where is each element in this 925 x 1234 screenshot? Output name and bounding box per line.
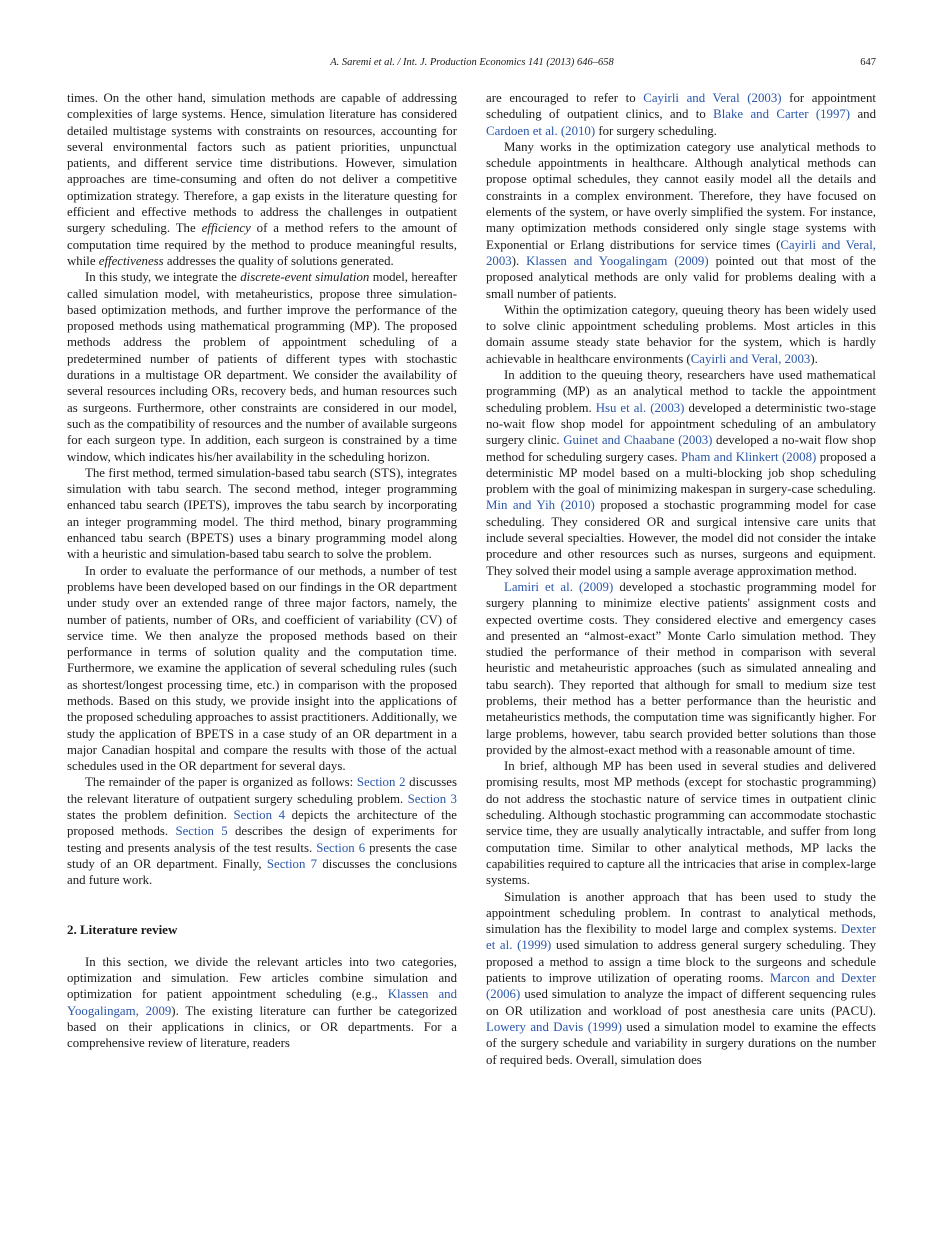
- citation-link[interactable]: Cayirli and Veral (2003): [643, 91, 782, 105]
- citation-link[interactable]: Pham and Klinkert (2008): [681, 449, 817, 464]
- paragraph: In this study, we integrate the discrete-event simulation model, hereafter called simulation model, with metaheuristics, propose three simulation-based optimization methods, and further improve the performance of the proposed methods using mathematical programming (MP). The proposed methods address the problem of appointment scheduling of a predetermined number of patients of different types with stochastic durations in a multistage OR department. We consider the availability of several resources including ORs, recovery beds, and human resources such as surgeons. Furthermore, other constraints are considered in our model, such as the compatibility of resources and the number of available surgeons for each surgeon type. In addition, each surgeon is constrained by a time window, which indicates his/her availability in the scheduling horizon.: [67, 270, 457, 464]
- section-3-link[interactable]: Section 3: [407, 791, 457, 806]
- header-citation: A. Saremi et al. / Int. J. Production Economics 141 (2013) 646–658: [330, 57, 614, 68]
- paragraph: In order to evaluate the performance of our methods, a number of test problems have been developed based on our findings in the OR department under study over an extended range of three major factors, namely, the number of patients, number of ORs, and coefficient of variability (CV) of service time. We then analyze the proposed methods based on their performance in terms of solution quality and the computation time. Furthermore, we examine the application of several scheduling rules (such as shortest/longest processing time, etc.) in comparison with the proposed methods. Based on this study, we provide insight into the applications of the proposed scheduling approaches to assist practitioners. Additionally, we study the application of BPETS in a case study of an OR department in a major Canadian hospital and compare the results with those of the actual schedules used in the OR department for several days.: [67, 563, 457, 774]
- citation-link[interactable]: Guinet and Chaabane (2003): [563, 433, 713, 448]
- section-5-link[interactable]: Section 5: [175, 824, 228, 839]
- section-6-link[interactable]: Section 6: [316, 840, 366, 855]
- section-2-link[interactable]: Section 2: [356, 775, 406, 790]
- citation-link[interactable]: Dexter et al. (1999): [486, 922, 876, 953]
- citation-link[interactable]: Cayirli and Veral, 2003: [690, 351, 811, 366]
- citation-link[interactable]: Klassen and Yoogalingam, 2009: [67, 987, 457, 1018]
- paragraph: In addition to the queuing theory, researchers have used mathematical programming (MP) as an analytical method to tackle the appointment scheduling problem. Hsu et al. (2003) developed a deterministic two-stage no-wait flow shop model for appointment scheduling of an ambulatory surgery clinic. Guinet and Chaabane (2003) developed a no-wait flow shop method for scheduling surgery cases. Pham and Klinkert (2008) proposed a deterministic MP model based on a multi-blocking job shop scheduling problem with the goal of minimizing makespan in surgery-case scheduling. Min and Yih (2010) proposed a stochastic programming model for case scheduling. They considered OR and surgical intensive care units that include several specialties. However, the model did not consider the intake procedure and other resources such as nurses, surgeons and equipment. They solved their model using a sample average approximation method.: [486, 368, 877, 578]
- right-column: [486, 90, 876, 1200]
- left-column: [67, 90, 457, 1200]
- paragraph: The remainder of the paper is organized as follows: Section 2 discusses the relevant literature of outpatient surgery scheduling problem. Section 3 states the problem definition. Section 4 depicts the architecture of the proposed methods. Section 5 describes the design of experiments for testing and presents analysis of the test results. Section 6 presents the case study of an OR department. Finally, Section 7 discusses the conclusions and future work.: [67, 775, 457, 888]
- page-number: 647: [860, 57, 876, 68]
- citation-link[interactable]: Klassen and Yoogalingam (2009): [526, 253, 709, 268]
- citation-link[interactable]: Hsu et al. (2003): [595, 400, 685, 415]
- section-7-link[interactable]: Section 7: [266, 856, 318, 871]
- paragraph: are encouraged to refer to Cayirli and Veral (2003) for appointment scheduling of outpatient clinics, and to Blake and Carter (1997) and Cardoen et al. (2010) for surgery scheduling.: [486, 91, 877, 138]
- section-4-link[interactable]: Section 4: [233, 808, 286, 823]
- paragraph: In brief, although MP has been used in several studies and delivered promising results, most MP methods (except for stochastic programming) do not address the stochastic nature of service times in outpatient clinic scheduling. Although stochastic programming can accommodate stochastic service time, they are usually analytically intractable, and suffer from long computation time. Similar to other analytical methods, MP lacks the capabilities required to capture all the intricacies that arise in complex-large systems.: [486, 759, 876, 888]
- running-head: [68, 57, 876, 71]
- citation-link[interactable]: Blake and Carter (1997): [713, 107, 851, 122]
- citation-link[interactable]: Lamiri et al. (2009): [504, 579, 614, 594]
- paragraph: The first method, termed simulation-based tabu search (STS), integrates simulation with tabu search. The second method, integer programming enhanced tabu search (IPETS), improves the tabu search by incorporating an integer programming model. The third method, binary programming enhanced tabu search (BPETS) uses a binary programming model along with a heuristic and simulation-based tabu search to solve the problem.: [67, 465, 457, 562]
- citation-link[interactable]: Lowery and Davis (1999): [486, 1019, 622, 1034]
- citation-link[interactable]: Cardoen et al. (2010): [486, 123, 596, 138]
- citation-link[interactable]: Min and Yih (2010): [486, 498, 595, 513]
- paragraph: times. On the other hand, simulation methods are capable of addressing complexities of large systems. Hence, simulation literature has considered detailed multistage systems with constraints on resources, accounting for several environmental factors such as patient priorities, unpunctual patients, and different service time distributions. However, simulation approaches are time-consuming and often do not deliver a competitive optimization strategy. Therefore, a gap exists in the literature questing for efficient and effective methods to address the challenges in outpatient surgery scheduling. The efficiency of a method refers to the amount of computation time required by the method to produce meaningful results, while effectiveness addresses the quality of solutions generated.: [67, 91, 458, 268]
- section-heading: 2. Literature review: [67, 921, 178, 937]
- paragraph: Simulation is another approach that has been used to study the appointment scheduling problem. In contrast to analytical methods, simulation has the flexibility to model large and complex systems. Dexter et al. (1999) used simulation to address general surgery scheduling. They proposed a method to assign a time block to the surgeons and schedule patients to improve utilization of operating rooms. Marcon and Dexter (2006) used simulation to analyze the impact of different sequencing rules on OR utilization and workload of post anesthesia care units (PACU). Lowery and Davis (1999) used a simulation model to examine the effects of the surgery schedule and variability in surgery durations on the number of required beds. Overall, simulation does: [486, 889, 877, 1067]
- citation-link[interactable]: Marcon and Dexter (2006): [486, 971, 876, 1002]
- citation-link[interactable]: Cayirli and Veral, 2003: [486, 237, 876, 268]
- paragraph: Within the optimization category, queuing theory has been widely used to solve clinic appointment scheduling problems. Most articles in this domain assume steady state behavior for the system, which is hardly achievable in healthcare environments (Cayirli and Veral, 2003).: [486, 302, 876, 366]
- paragraph: Lamiri et al. (2009) developed a stochastic programming model for surgery planning to minimize elective patients' assignment costs and expected overtime costs. They considered elective and emergency cases and presented an “almost-exact” Monte Carlo simulation method. They studied the performance of their method in comparison with several heuristic and metaheuristic approaches (such as simulated annealing and tabu search). They reported that although for small to medium size test problems, their method has a better performance than the heuristic and metaheuristics methods, the computation time was significantly higher. For large problems, however, tabu search provided better solutions than those provided by the almost-exact method with a reasonable amount of time.: [486, 579, 877, 757]
- paragraph: Many works in the optimization category use analytical methods to schedule appointments in healthcare. Although analytical methods can propose optimal schedules, they cannot easily model all the details and constraints in a complex environment. Therefore, they have focused on elements of the system, or have overly simplified the system. For instance, many optimization methods considered only single stage systems with Exponential or Erlang distributions for service times (Cayirli and Veral, 2003). Klassen and Yoogalingam (2009) pointed out that most of the proposed analytical methods are only valid for problems dealing with a small number of patients.: [486, 139, 876, 301]
- paragraph: In this section, we divide the relevant articles into two categories, optimization and simulation. Few articles combine simulation and optimization for patient appointment scheduling (e.g., Klassen and Yoogalingam, 2009). The existing literature can further be categorized based on their applications in clinics, or OR departments. For a comprehensive review of literature, readers: [67, 954, 457, 1051]
